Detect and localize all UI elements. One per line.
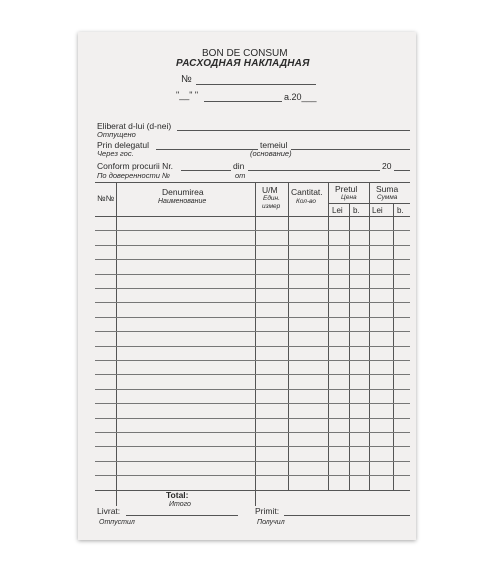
year-short-line [394,170,410,171]
delegat-label-ru: Через гос. [97,149,134,158]
temeiul-label-ru: (основание) [250,149,292,158]
table-row-line [95,302,410,303]
col-header-pretul-bani: b. [353,206,360,215]
year-label: a.20___ [284,92,317,102]
eliberat-label: Eliberat d-lui (d-nei) [97,121,172,131]
table-row-line [95,317,410,318]
col-header-denumirea-ru: Наименование [158,198,207,205]
livrat-label-ru: Отпустил [99,519,135,526]
col-header-suma-bani: b. [397,206,404,215]
table-row-line [95,432,410,433]
livrat-line [126,515,238,516]
table-row-line [95,288,410,289]
eliberat-line [177,130,410,131]
col-header-um-ru-1: Един. [263,195,280,202]
table-row-line [95,245,410,246]
table-row-line [95,230,410,231]
number-line [196,84,316,85]
date-quotes: "__" " [176,90,199,100]
table-bottom-border [95,490,410,491]
table-row-line [95,331,410,332]
table-row-line [95,475,410,476]
col-divider-um [288,182,289,490]
table-row-line [95,389,410,390]
table-row-line [95,274,410,275]
col-header-denumirea: Denumirea [162,187,204,197]
temeiul-label: temeiul [260,140,288,150]
col-header-pretul: Pretul [335,184,358,194]
livrat-label: Livrat: [97,506,121,516]
delegat-label: Prin delegatul [97,140,149,150]
table-row-line [95,461,410,462]
col-header-cantitate-ru: Кол-во [296,198,316,205]
procura-label: Conform procurii Nr. [97,161,174,171]
primit-label: Primit: [255,506,280,516]
col-divider-cantitate [328,182,329,490]
col-header-suma: Suma [376,184,399,194]
temeiul-line [291,149,410,150]
total-label: Total: [166,490,189,500]
table-row-line [95,446,410,447]
delegat-line [156,149,258,150]
number-label: № [181,74,192,85]
col-header-pretul-ru: Цена [341,194,357,201]
eliberat-label-ru: Отпущено [97,130,136,139]
primit-label-ru: Получил [257,519,285,526]
col-header-um: U/M [262,185,278,195]
table-row-line [95,403,410,404]
table-top-border [95,182,410,183]
din-label: din [233,161,245,171]
col-header-cantitate: Cantitat. [291,187,323,197]
date-line [204,101,282,102]
total-label-ru: Итого [169,501,191,508]
col-divider-pretul [369,182,370,490]
invoice-form-sheet [78,32,416,540]
table-row-line [95,346,410,347]
col-header-um-ru-2: измер [262,203,281,210]
din-line [248,170,380,171]
primit-line [284,515,410,516]
procura-number-line [181,170,231,171]
col-header-suma-ru: Сумма [377,194,398,201]
table-row-line [95,259,410,260]
col-header-nr: №№ [97,194,115,203]
col-header-suma-lei: Lei [372,206,383,215]
din-label-ru: от [235,171,246,180]
form-title-ru: РАСХОДНАЯ НАКЛАДНАЯ [176,58,310,69]
table-header-border [95,216,410,217]
form-title-ro: BON DE CONSUM [202,48,288,59]
table-row-line [95,418,410,419]
col-header-pretul-lei: Lei [332,206,343,215]
procura-label-ru: По доверенности № [97,171,171,180]
table-row-line [95,374,410,375]
year-short-label: 20 [382,161,392,171]
table-row-line [95,360,410,361]
